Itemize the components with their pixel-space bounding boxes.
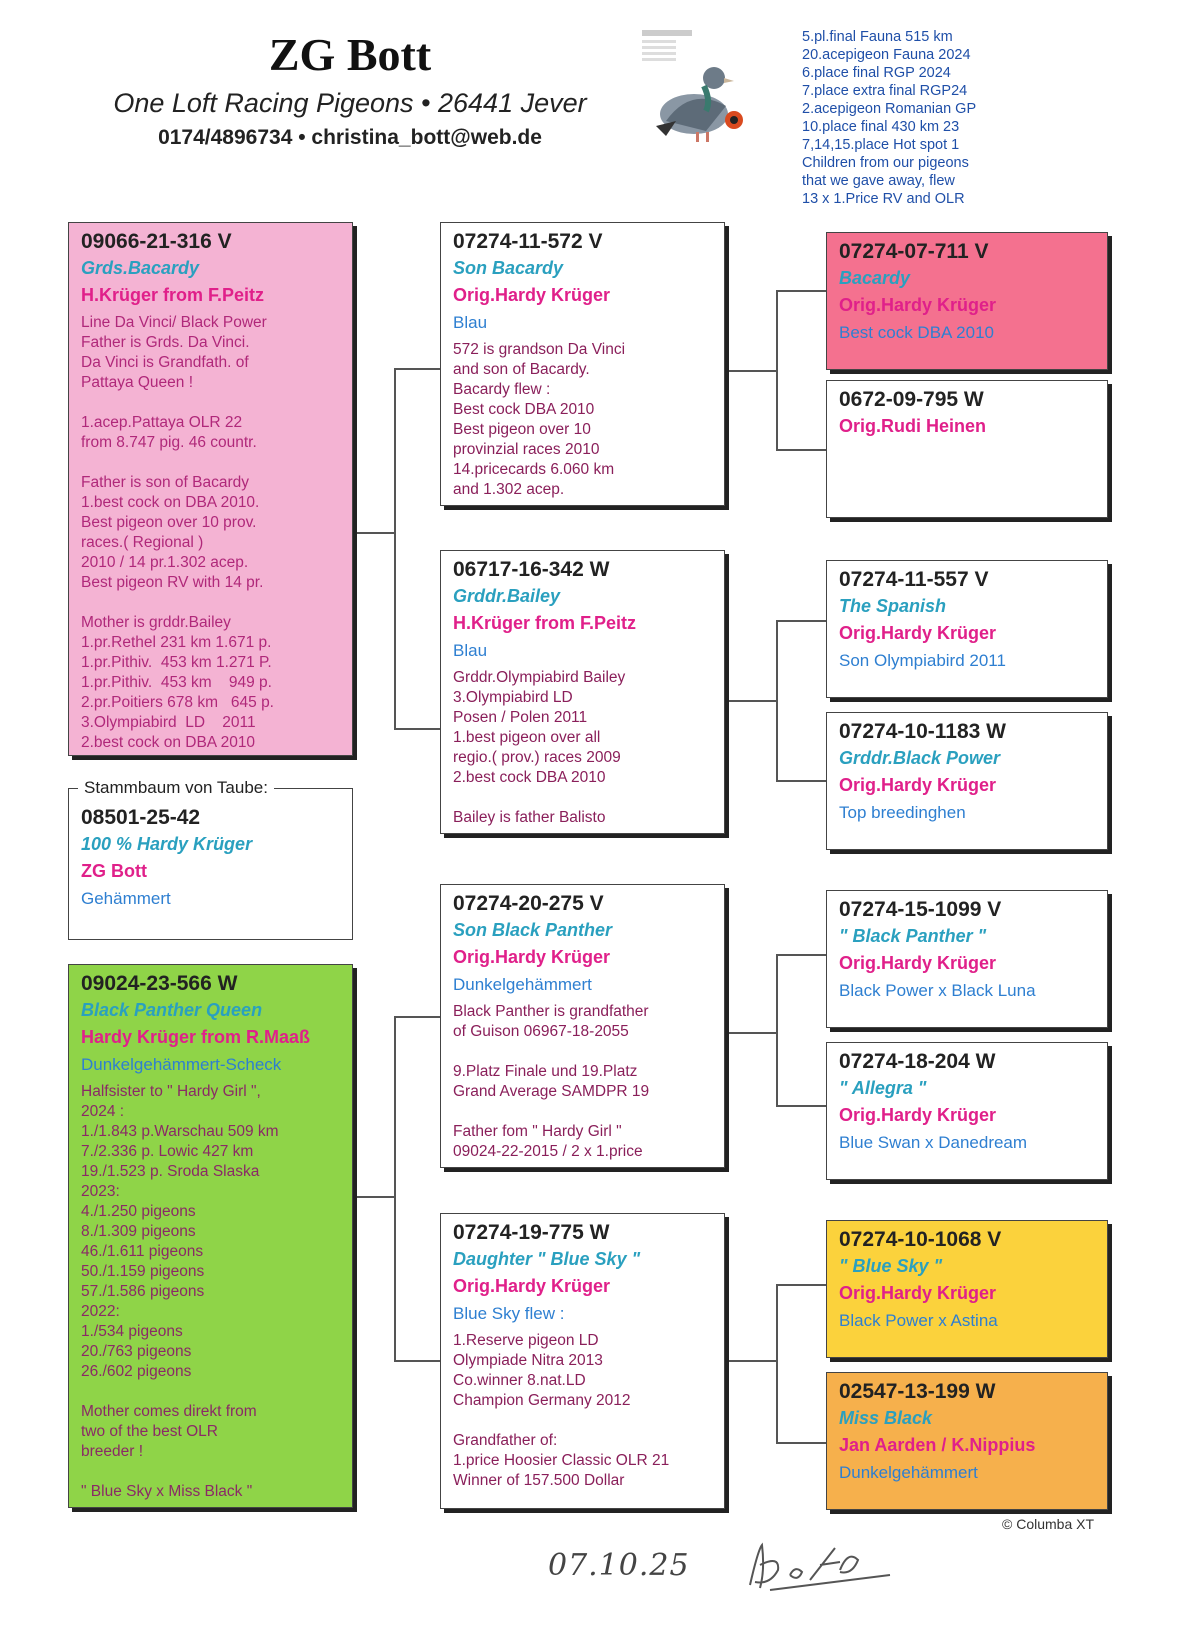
- note-line: 2022:: [81, 1303, 120, 1320]
- pigeon-color: Top breedinghen: [839, 803, 966, 822]
- connector: [776, 954, 826, 956]
- note-line: Co.winner 8.nat.LD: [453, 1372, 586, 1389]
- note-line: Halfsister to " Hardy Girl ",: [81, 1083, 261, 1100]
- signature-icon: [740, 1530, 900, 1600]
- pigeon-color: Blue Sky flew :: [453, 1304, 565, 1323]
- note-line: and son of Bacardy.: [453, 361, 590, 378]
- achievement-line: 13 x 1.Price RV and OLR: [802, 191, 965, 207]
- pigeon-name: Grds.Bacardy: [81, 258, 200, 278]
- father-mother-father-card: [826, 560, 1108, 698]
- pigeon-notes: [453, 1002, 712, 1162]
- note-line: 2.pr.Poitiers 678 km 645 p.: [81, 694, 274, 711]
- ring-number: 07274-11-557 V: [839, 568, 989, 591]
- ring-number: 06717-16-342 W: [453, 558, 610, 581]
- ring-number: 02547-13-199 W: [839, 1380, 996, 1403]
- note-line: 1./534 pigeons: [81, 1323, 183, 1340]
- pigeon-color: Gehämmert: [81, 889, 171, 908]
- achievement-line: 10.place final 430 km 23: [802, 119, 960, 135]
- note-line: 1.pr.Pithiv. 453 km 1.271 P.: [81, 654, 272, 671]
- pigeon-origin: Orig.Hardy Krüger: [839, 295, 997, 315]
- note-line: Grand Average SAMDPR 19: [453, 1083, 650, 1100]
- note-line: 1.price Hoosier Classic OLR 21: [453, 1452, 670, 1469]
- ring-number: 07274-10-1068 V: [839, 1228, 1002, 1251]
- pigeon-origin: H.Krüger from F.Peitz: [81, 285, 265, 305]
- pigeon-color: Black Power x Astina: [839, 1311, 998, 1330]
- note-line: [81, 1382, 340, 1402]
- note-line: Bacardy flew :: [453, 381, 551, 398]
- mother-mother-card: [440, 1213, 725, 1509]
- connector: [776, 1284, 826, 1286]
- copyright-notice: © Columba XT: [1002, 1516, 1095, 1532]
- note-line: Da Vinci is Grandfath. of: [81, 354, 249, 371]
- note-line: Best cock DBA 2010: [453, 401, 595, 418]
- note-line: 1.Reserve pigeon LD: [453, 1332, 599, 1349]
- note-line: Mother comes direkt from: [81, 1403, 257, 1420]
- note-line: 1.pr.Rethel 231 km 1.671 p.: [81, 634, 272, 651]
- pigeon-name: Miss Black: [839, 1408, 933, 1428]
- note-line: races.( Regional ): [81, 534, 204, 551]
- note-line: Bailey is father Balisto: [453, 809, 606, 826]
- pigeon-name: Grddr.Bailey: [453, 586, 561, 606]
- father-father-card: [440, 222, 725, 506]
- pigeon-color: Blau: [453, 313, 488, 332]
- page-title: ZG Bott: [268, 29, 432, 80]
- connector: [776, 620, 826, 622]
- pigeon-origin: Orig.Hardy Krüger: [453, 1276, 611, 1296]
- note-line: Father is Grds. Da Vinci.: [81, 334, 250, 351]
- pigeon-name: Grddr.Black Power: [839, 748, 1001, 768]
- note-line: 8./1.309 pigeons: [81, 1223, 196, 1240]
- note-line: provinzial races 2010: [453, 441, 600, 458]
- note-line: Mother is grddr.Bailey: [81, 614, 231, 631]
- note-line: [81, 393, 340, 413]
- connector: [776, 290, 778, 450]
- note-line: 20./763 pigeons: [81, 1343, 192, 1360]
- connector: [728, 1032, 776, 1034]
- note-line: [453, 1042, 712, 1062]
- father-father-mother-card: [826, 380, 1108, 518]
- connector: [776, 954, 778, 1106]
- achievement-line: Children from our pigeons: [802, 155, 969, 171]
- note-line: [453, 1102, 712, 1122]
- ring-number: 07274-18-204 W: [839, 1050, 996, 1073]
- ring-number: 07274-20-275 V: [453, 892, 604, 915]
- contact-line: 0174/4896734 • christina_bott@web.de: [158, 126, 542, 149]
- note-line: Father is son of Bacardy: [81, 474, 249, 491]
- note-line: Father fom " Hardy Girl ": [453, 1123, 622, 1140]
- achievement-line: 7.place extra final RGP24: [802, 83, 968, 99]
- note-line: 46./1.611 pigeons: [81, 1243, 204, 1260]
- note-line: [81, 453, 340, 473]
- pigeon-name: " Black Panther ": [839, 926, 987, 946]
- ring-number: 0672-09-795 W: [839, 388, 984, 411]
- mother-father-father-card: [826, 890, 1108, 1028]
- pigeon-name: Son Bacardy: [453, 258, 564, 278]
- note-line: two of the best OLR: [81, 1423, 218, 1440]
- connector: [355, 532, 395, 534]
- connector: [394, 1360, 440, 1362]
- ring-number: 07274-10-1183 W: [839, 720, 1006, 743]
- pigeon-color: Dunkelgehämmert: [453, 975, 592, 994]
- pigeon-name: 100 % Hardy Krüger: [81, 834, 253, 854]
- note-line: 57./1.586 pigeons: [81, 1283, 205, 1300]
- ring-number: 07274-19-775 W: [453, 1221, 610, 1244]
- connector: [728, 370, 776, 372]
- note-line: Champion Germany 2012: [453, 1392, 631, 1409]
- note-line: Best pigeon over 10: [453, 421, 591, 438]
- pigeon-origin: ZG Bott: [81, 861, 147, 881]
- ring-number: 07274-15-1099 V: [839, 898, 1002, 921]
- pigeon-origin: Orig.Rudi Heinen: [839, 416, 987, 436]
- subject-card: [68, 788, 353, 940]
- connector: [394, 368, 396, 729]
- note-line: [81, 593, 340, 613]
- note-line: 09024-22-2015 / 2 x 1.price: [453, 1143, 643, 1160]
- note-line: breeder !: [81, 1443, 144, 1460]
- connector: [394, 1016, 440, 1018]
- pigeon-name: Black Panther Queen: [81, 1000, 263, 1020]
- note-line: Posen / Polen 2011: [453, 709, 588, 726]
- pigeon-photo-icon: [636, 26, 746, 156]
- note-line: 1.best pigeon over all: [453, 729, 601, 746]
- connector: [776, 780, 826, 782]
- note-line: 4./1.250 pigeons: [81, 1203, 196, 1220]
- note-line: Line Da Vinci/ Black Power: [81, 314, 267, 331]
- achievement-line: 7,14,15.place Hot spot 1: [802, 137, 960, 153]
- note-line: Best pigeon over 10 prov.: [81, 514, 257, 531]
- ring-number: 07274-11-572 V: [453, 230, 603, 253]
- connector: [394, 1016, 396, 1361]
- connector: [394, 368, 440, 370]
- achievement-line: 5.pl.final Fauna 515 km: [802, 29, 953, 45]
- achievement-line: that we gave away, flew: [802, 173, 955, 189]
- father-mother-mother-card: [826, 712, 1108, 850]
- pigeon-color: Best cock DBA 2010: [839, 323, 994, 342]
- pigeon-notes: [81, 313, 340, 753]
- connector: [728, 1360, 776, 1362]
- note-line: Best pigeon RV with 14 pr.: [81, 574, 264, 591]
- note-line: 14.pricecards 6.060 km: [453, 461, 615, 478]
- note-line: 3.Olympiabird LD: [453, 689, 573, 706]
- note-line: 7./2.336 p. Lowic 427 km: [81, 1143, 254, 1160]
- ring-number: 08501-25-42: [81, 806, 201, 829]
- connector: [394, 728, 440, 730]
- note-line: Grddr.Olympiabird Bailey: [453, 669, 626, 686]
- pigeon-origin: Orig.Hardy Krüger: [453, 947, 611, 967]
- mother-father-mother-card: [826, 1042, 1108, 1180]
- ring-number: 09024-23-566 W: [81, 972, 238, 995]
- note-line: Pattaya Queen !: [81, 374, 194, 391]
- note-line: 2023:: [81, 1183, 120, 1200]
- connector: [776, 449, 826, 451]
- pigeon-notes: [453, 340, 712, 500]
- note-line: [81, 1462, 340, 1482]
- note-line: regio.( prov.) races 2009: [453, 749, 621, 766]
- connector: [776, 290, 826, 292]
- pigeon-name: The Spanish: [839, 596, 947, 616]
- note-line: Grandfather of:: [453, 1432, 558, 1449]
- note-line: and 1.302 acep.: [453, 481, 565, 498]
- mother-card: [68, 964, 353, 1508]
- pigeon-color: Black Power x Black Luna: [839, 981, 1036, 1000]
- page-subtitle: One Loft Racing Pigeons • 26441 Jever: [113, 88, 587, 118]
- pigeon-notes: [453, 668, 712, 828]
- pigeon-name: Daughter " Blue Sky ": [453, 1249, 641, 1269]
- note-line: 50./1.159 pigeons: [81, 1263, 205, 1280]
- achievement-line: 20.acepigeon Fauna 2024: [802, 47, 971, 63]
- pigeon-origin: Orig.Hardy Krüger: [839, 953, 997, 973]
- pigeon-color: Blau: [453, 641, 488, 660]
- achievement-line: 2.acepigeon Romanian GP: [802, 101, 977, 117]
- pigeon-notes: [81, 1082, 340, 1502]
- connector: [776, 1105, 826, 1107]
- handwritten-date: 07.10.25: [548, 1548, 690, 1583]
- pigeon-color: Dunkelgehämmert-Scheck: [81, 1055, 282, 1074]
- pigeon-origin: Orig.Hardy Krüger: [839, 1105, 997, 1125]
- pigeon-color: Dunkelgehämmert: [839, 1463, 978, 1482]
- pigeon-name: " Blue Sky ": [839, 1256, 943, 1276]
- ring-number: 09066-21-316 V: [81, 230, 232, 253]
- mother-mother-father-card: [826, 1220, 1108, 1358]
- note-line: from 8.747 pig. 46 countr.: [81, 434, 257, 451]
- mother-mother-mother-card: [826, 1372, 1108, 1510]
- pigeon-notes: [453, 1331, 712, 1491]
- legend-label: Stammbaum von Taube:: [78, 778, 274, 798]
- note-line: 3.Olympiabird LD 2011: [81, 714, 256, 731]
- note-line: [453, 1411, 712, 1431]
- pigeon-origin: Orig.Hardy Krüger: [453, 285, 611, 305]
- father-card: [68, 222, 353, 756]
- father-mother-card: [440, 550, 725, 834]
- note-line: 572 is grandson Da Vinci: [453, 341, 626, 358]
- pigeon-name: Son Black Panther: [453, 920, 613, 940]
- note-line: 1./1.843 p.Warschau 509 km: [81, 1123, 279, 1140]
- connector: [776, 1284, 778, 1443]
- note-line: Black Panther is grandfather: [453, 1003, 649, 1020]
- note-line: 1.best cock on DBA 2010.: [81, 494, 260, 511]
- connector: [776, 1442, 826, 1444]
- note-line: " Blue Sky x Miss Black ": [81, 1483, 253, 1500]
- pigeon-origin: Orig.Hardy Krüger: [839, 1283, 997, 1303]
- note-line: 1.acep.Pattaya OLR 22: [81, 414, 243, 431]
- pigeon-name: " Allegra ": [839, 1078, 927, 1098]
- pigeon-origin: Hardy Krüger from R.Maaß: [81, 1027, 311, 1047]
- note-line: Winner of 157.500 Dollar: [453, 1472, 625, 1489]
- note-line: of Guison 06967-18-2055: [453, 1023, 629, 1040]
- pigeon-color: Blue Swan x Danedream: [839, 1133, 1028, 1152]
- pigeon-origin: Orig.Hardy Krüger: [839, 775, 997, 795]
- note-line: 1.pr.Pithiv. 453 km 949 p.: [81, 674, 272, 691]
- pigeon-origin: H.Krüger from F.Peitz: [453, 613, 637, 633]
- pigeon-color: Son Olympiabird 2011: [839, 651, 1006, 670]
- note-line: 19./1.523 p. Sroda Slaska: [81, 1163, 260, 1180]
- ring-number: 07274-07-711 V: [839, 240, 989, 263]
- connector: [728, 700, 776, 702]
- note-line: 2010 / 14 pr.1.302 acep.: [81, 554, 249, 571]
- achievement-line: 6.place final RGP 2024: [802, 65, 951, 81]
- pigeon-origin: Orig.Hardy Krüger: [839, 623, 997, 643]
- note-line: [453, 788, 712, 808]
- mother-father-card: [440, 884, 725, 1168]
- note-line: 2024 :: [81, 1103, 125, 1120]
- connector: [355, 1196, 395, 1198]
- connector: [776, 620, 778, 780]
- note-line: 26./602 pigeons: [81, 1363, 192, 1380]
- pigeon-name: Bacardy: [839, 268, 911, 288]
- note-line: 2.best cock DBA 2010: [453, 769, 606, 786]
- note-line: 2.best cock on DBA 2010: [81, 734, 256, 751]
- achievements-list: [802, 28, 976, 208]
- note-line: 9.Platz Finale und 19.Platz: [453, 1063, 638, 1080]
- pigeon-origin: Jan Aarden / K.Nippius: [839, 1435, 1036, 1455]
- father-father-father-card: [826, 232, 1108, 370]
- note-line: Olympiade Nitra 2013: [453, 1352, 603, 1369]
